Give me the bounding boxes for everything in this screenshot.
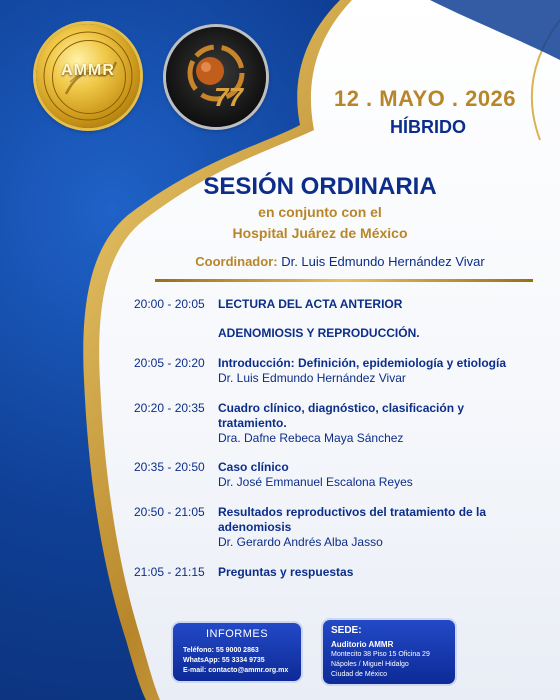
venue-box [323, 620, 455, 684]
host-hospital: Hospital Juárez de México [232, 225, 408, 241]
info-title: INFORMES [205, 628, 269, 640]
venue-title: SEDE: [331, 625, 362, 636]
program-speaker: Dra. Dafne Rebeca Maya Sánchez [218, 431, 404, 445]
info-email[interactable]: E-mail: contacto@ammr.org.mx [183, 667, 289, 674]
session-subtitle: en conjunto con el [258, 204, 382, 220]
program-topic: Resultados reproductivos del tratamiento de la adenomiosis [218, 505, 487, 534]
venue-name: Auditorio AMMR [331, 640, 394, 649]
anniversary-77-logo [166, 27, 266, 127]
program-time: 20:35 - 20:50 [134, 460, 205, 474]
event-mode: HÍBRIDO [390, 117, 466, 137]
program-topic: Caso clínico [218, 460, 289, 474]
info-box [173, 623, 301, 681]
divider [155, 279, 533, 282]
program-time: 20:50 - 21:05 [134, 505, 205, 519]
coordinator-label: Coordinador: [195, 254, 278, 269]
program-topic: Cuadro clínico, diagnóstico, clasificación y tratamiento. [218, 401, 465, 430]
info-whatsapp: WhatsApp: 55 3334 9735 [183, 657, 265, 664]
program-speaker: Dr. Gerardo Andrés Alba Jasso [218, 535, 383, 549]
coordinator-name: Dr. Luis Edmundo Hernández Vivar [281, 254, 485, 269]
program-time: 20:20 - 20:35 [134, 401, 205, 415]
program-topic: ADENOMIOSIS Y REPRODUCCIÓN. [218, 326, 420, 340]
venue-address-line: Ciudad de México [331, 671, 388, 678]
program-topic: Preguntas y respuestas [218, 565, 354, 579]
venue-address-line: Montecito 38 Piso 15 Oficina 29 [331, 651, 430, 658]
program-topic: Introducción: Definición, epidemiología y etiología [218, 356, 507, 370]
program-speaker: Dr. José Emmanuel Escalona Reyes [218, 475, 413, 489]
program-time: 20:05 - 20:20 [134, 356, 205, 370]
venue-address-line: Nápoles / Miguel Hidalgo [331, 661, 409, 668]
ammr-seal-logo [36, 24, 140, 128]
session-title: SESIÓN ORDINARIA [203, 173, 437, 200]
event-date: 12 . MAYO . 2026 [333, 86, 517, 111]
info-phone: Teléfono: 55 9000 2863 [183, 647, 259, 654]
program-time: 20:00 - 20:05 [134, 297, 205, 311]
contact-details [183, 646, 299, 676]
anniversary-number: 77 [214, 82, 243, 112]
program-topic: LECTURA DEL ACTA ANTERIOR [218, 297, 403, 311]
program-time: 21:05 - 21:15 [134, 565, 205, 579]
venue-address [331, 650, 453, 680]
ammr-wordmark: AMMR [61, 62, 115, 79]
coordinator [140, 254, 540, 269]
program-speaker: Dr. Luis Edmundo Hernández Vivar [218, 371, 406, 385]
